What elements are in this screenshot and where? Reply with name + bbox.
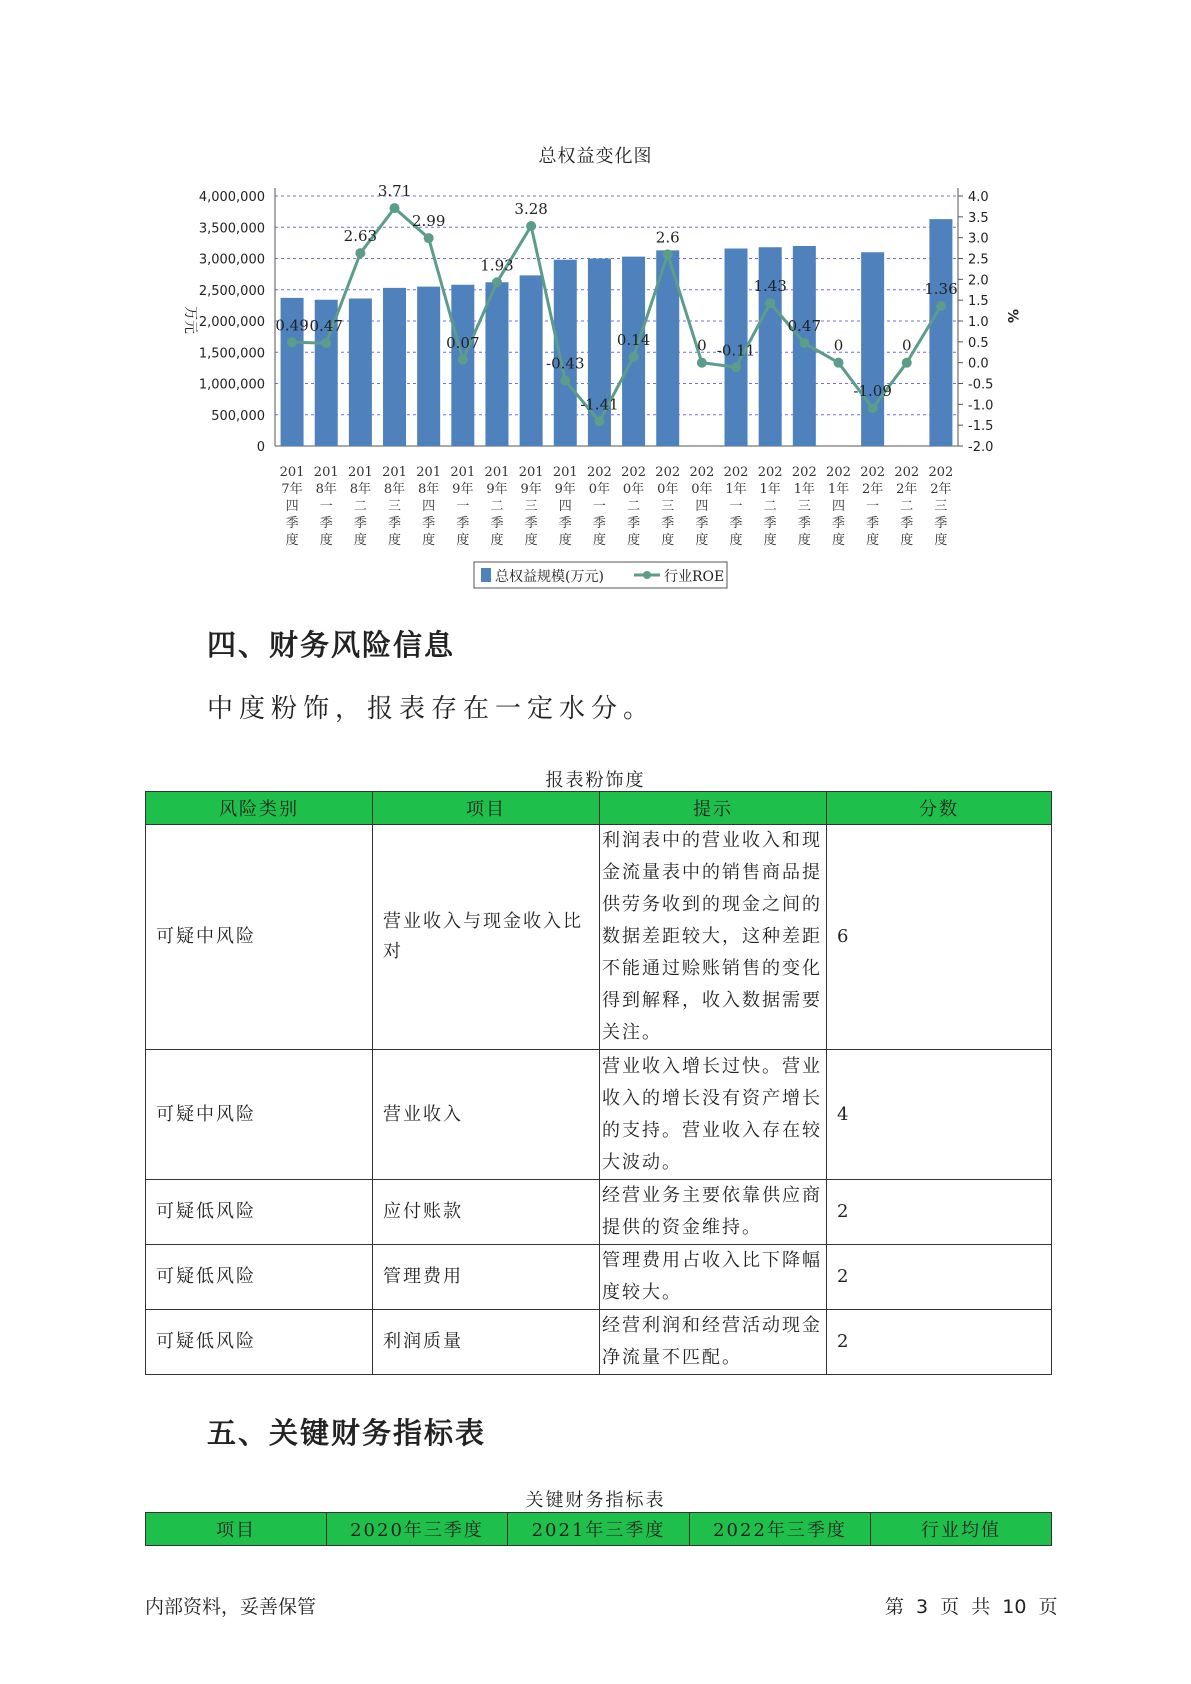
x-tick-label: 季 [319,516,333,531]
x-tick-label: 一 [866,499,880,514]
roe-point [936,301,946,311]
x-tick-label: 201 [518,465,544,480]
section-5-heading: 五、关键财务指标表 [207,1416,487,1450]
risk-hint: 营业收入增长过快。营业收入的增长没有资产增长的支持。营业收入存在较大波动。 [600,1050,827,1180]
bar [451,285,474,446]
table-row [146,1180,1052,1245]
x-tick-label: 2年 [930,482,952,497]
roe-point [424,233,434,243]
header-cell: 分数 [827,792,1052,825]
y2-tick-label: -1.5 [968,419,994,435]
x-tick-label: 二 [490,499,504,514]
risk-item: 应付账款 [373,1180,600,1245]
x-tick-label: 201 [552,465,578,480]
roe-point [492,277,502,287]
x-tick-label: 二 [900,499,914,514]
header-cell: 2020年三季度 [327,1513,508,1546]
equity-chart [0,0,1191,600]
bar [622,257,645,446]
bar [861,252,884,446]
y2-tick-label: 1.0 [968,315,989,330]
x-tick-label: 度 [388,533,402,548]
x-tick-label: 201 [382,465,407,480]
roe-data-label: 3.71 [377,182,412,201]
x-tick-label: 202 [791,465,817,480]
y2-tick-label: 2.5 [968,252,989,268]
roe-point [390,203,400,213]
x-tick-label: 度 [661,533,675,548]
roe-point [663,249,673,259]
y-tick-label: 2,000,000 [198,315,265,330]
x-tick-label: 季 [729,516,743,531]
risk-item: 营业收入 [373,1050,600,1180]
x-tick-label: 度 [422,533,436,548]
bar [485,282,508,446]
roe-data-label: 2.99 [411,212,446,231]
risk-summary: 中度粉饰，报表存在一定水分。 [207,694,656,724]
y2-tick-label: -2.0 [968,440,994,455]
x-tick-label: 二 [353,499,367,514]
risk-category: 可疑低风险 [146,1245,373,1310]
roe-point [321,338,331,348]
roe-data-label: 0 [902,336,912,355]
x-tick-label: 季 [627,516,641,531]
risk-score: 2 [827,1180,1052,1245]
x-tick-label: 202 [621,465,646,480]
risk-table [145,791,1052,1375]
x-tick-label: 0年 [691,482,713,497]
table-row [146,825,1052,1050]
x-tick-label: 三 [388,499,402,514]
risk-table-caption: 报表粉饰度 [545,770,646,791]
x-tick-label: 度 [285,533,299,548]
roe-point [799,338,809,348]
x-tick-label: 202 [860,465,886,480]
x-tick-label: 季 [388,516,402,531]
chart-title: 总权益变化图 [538,146,653,167]
risk-hint: 利润表中的营业收入和现金流量表中的销售商品提供劳务收到的现金之间的数据差距较大，这种差距不能通过赊账销售的变化得到解释，收入数据需要关注。 [600,825,827,1050]
x-tick-label: 二 [763,499,777,514]
x-tick-label: 季 [558,516,572,531]
roe-data-label: 3.28 [514,200,548,218]
header-cell: 行业均值 [871,1513,1052,1546]
legend-bar-label: 总权益规模(万元) [495,569,604,585]
risk-score: 2 [827,1245,1052,1310]
x-tick-label: 202 [689,465,715,480]
indicator-table [145,1512,1052,1546]
x-tick-label: 度 [319,533,333,548]
risk-table-header [146,792,1052,825]
x-tick-label: 1年 [725,482,747,497]
roe-data-label: 0.49 [275,316,309,335]
header-cell: 2021年三季度 [508,1513,690,1546]
roe-point [526,221,536,231]
y-tick-label: 4,000,000 [198,190,265,205]
roe-point [765,298,775,308]
x-tick-label: 度 [900,533,914,548]
roe-data-label: 0.47 [787,317,822,336]
x-tick-label: 一 [319,499,333,514]
bar [929,219,952,446]
bar [349,299,372,447]
x-tick-label: 度 [763,533,777,548]
footer-confidential: 内部资料，妥善保管 [145,1596,317,1618]
roe-data-label: 1.43 [753,277,787,296]
x-tick-label: 度 [592,533,606,548]
x-tick-label: 度 [456,533,470,548]
x-tick-label: 度 [627,533,641,548]
x-tick-label: 202 [723,465,749,480]
roe-point [629,352,639,362]
legend-line-label: 行业ROE [664,569,725,585]
roe-data-label: -1.41 [580,395,619,414]
x-tick-label: 2年 [896,482,918,497]
x-tick-label: 9年 [486,482,508,497]
x-tick-label: 一 [456,499,470,514]
risk-hint: 经营业务主要依靠供应商提供的资金维持。 [600,1180,827,1245]
x-tick-label: 9年 [452,482,474,497]
x-tick-label: 四 [831,499,845,514]
x-tick-label: 度 [695,533,709,548]
header-cell: 风险类别 [146,792,373,825]
x-tick-label: 202 [757,465,783,480]
header-cell: 2022年三季度 [690,1513,871,1546]
x-tick-label: 0年 [622,482,645,497]
x-tick-label: 季 [524,516,538,531]
risk-item: 管理费用 [373,1245,600,1310]
x-tick-label: 201 [313,465,339,480]
header-cell: 项目 [373,792,600,825]
x-tick-label: 202 [894,465,920,480]
x-tick-label: 201 [416,465,442,480]
x-tick-label: 季 [285,516,299,531]
y2-tick-label: 0.0 [968,356,989,372]
x-tick-label: 四 [285,499,299,514]
y2-tick-label: 4.0 [968,190,989,205]
roe-data-label: 1.36 [924,280,958,298]
x-tick-label: 8年 [349,482,372,497]
x-tick-label: 202 [655,465,681,480]
x-tick-label: 季 [592,516,606,531]
x-tick-label: 季 [422,516,436,531]
x-tick-label: 季 [456,516,470,531]
x-tick-label: 季 [797,516,811,531]
x-tick-label: 度 [797,533,811,548]
risk-hint: 管理费用占收入比下降幅度较大。 [600,1245,827,1310]
y-tick-label: 500,000 [211,408,265,424]
x-tick-label: 一 [729,499,743,514]
roe-data-label: -1.09 [853,382,892,401]
y-tick-label: 1,500,000 [198,346,265,362]
table-row [146,1310,1052,1375]
x-tick-label: 8年 [315,482,337,497]
x-tick-label: 四 [558,499,572,514]
x-tick-label: 季 [661,516,675,531]
risk-category: 可疑低风险 [146,1310,373,1375]
y-axis-label: 万元 [182,306,198,334]
bar [520,275,543,446]
x-tick-label: 度 [490,533,504,548]
x-tick-label: 一 [592,499,606,514]
x-tick-label: 202 [826,465,851,480]
x-tick-label: 度 [866,533,880,548]
x-tick-label: 7年 [281,482,303,497]
y2-tick-label: 1.5 [968,294,989,310]
x-tick-label: 201 [347,465,373,480]
roe-point [868,403,878,413]
risk-score: 2 [827,1310,1052,1375]
table-row [146,1245,1052,1310]
x-tick-label: 季 [900,516,914,531]
x-tick-label: 9年 [520,482,542,497]
x-tick-label: 1年 [827,482,850,497]
risk-item: 营业收入与现金收入比对 [373,825,600,1050]
x-tick-label: 度 [831,533,845,548]
y2-tick-label: 3.5 [968,210,989,226]
roe-data-label: 0.07 [446,333,480,352]
x-tick-label: 四 [695,499,709,514]
y2-tick-label: 2.0 [968,273,989,289]
roe-data-label: 0 [833,336,844,355]
y2-axis-label: % [1004,308,1020,324]
x-tick-label: 季 [763,516,777,531]
header-cell: 提示 [600,792,827,825]
x-tick-label: 9年 [554,482,576,497]
roe-point [560,376,570,386]
table-row [146,1050,1052,1180]
x-tick-label: 度 [353,533,367,548]
x-tick-label: 季 [831,516,845,531]
x-tick-label: 三 [524,499,538,514]
roe-data-label: 2.6 [655,228,680,247]
x-tick-label: 三 [661,499,675,514]
x-tick-label: 度 [524,533,538,548]
section-4-heading: 四、财务风险信息 [207,628,456,662]
x-tick-label: 季 [695,516,709,531]
x-tick-label: 四 [422,499,436,514]
roe-data-label: 2.63 [343,227,378,246]
x-tick-label: 201 [450,465,476,480]
x-tick-label: 201 [279,465,305,480]
x-tick-label: 季 [490,516,504,531]
y-tick-label: 1,000,000 [198,377,265,393]
legend-bar-swatch [481,568,491,582]
roe-data-label: -0.11 [716,341,756,360]
roe-point [833,358,843,368]
risk-category: 可疑中风险 [146,1050,373,1180]
x-tick-label: 三 [934,499,948,514]
roe-data-label: 1.93 [480,256,514,275]
risk-hint: 经营利润和经营活动现金净流量不匹配。 [600,1310,827,1375]
x-tick-label: 8年 [418,482,440,497]
risk-item: 利润质量 [373,1310,600,1375]
y2-tick-label: 0.5 [968,335,989,351]
x-tick-label: 1年 [759,482,781,497]
legend-line-marker [643,571,651,579]
roe-data-label: 0 [697,336,707,355]
y-tick-label: 0 [256,440,265,455]
x-tick-label: 202 [928,465,954,480]
risk-category: 可疑低风险 [146,1180,373,1245]
risk-score: 4 [827,1050,1052,1180]
roe-data-label: 0.47 [309,317,343,336]
x-tick-label: 0年 [657,482,679,497]
y-tick-label: 2,500,000 [198,283,265,299]
y-tick-label: 3,000,000 [198,252,265,268]
x-tick-label: 度 [558,533,572,548]
x-tick-label: 201 [484,465,510,480]
risk-category: 可疑中风险 [146,825,373,1050]
bar [417,287,440,446]
x-tick-label: 季 [934,516,948,531]
roe-point [902,358,912,368]
risk-score: 6 [827,825,1052,1050]
roe-point [355,248,365,258]
y2-tick-label: -1.0 [968,398,994,414]
x-tick-label: 季 [866,516,880,531]
roe-data-label: -0.43 [546,354,585,373]
x-tick-label: 202 [587,465,612,480]
x-tick-label: 三 [797,499,811,514]
x-tick-label: 季 [353,516,367,531]
bar [554,260,577,446]
header-cell: 项目 [146,1513,327,1546]
x-tick-label: 度 [729,533,743,548]
roe-point [697,358,707,368]
x-tick-label: 8年 [383,482,406,497]
y2-tick-label: -0.5 [968,377,994,393]
y-tick-label: 3,500,000 [198,221,265,237]
roe-point [594,416,604,426]
x-tick-label: 度 [934,533,948,548]
x-tick-label: 二 [627,499,641,514]
indicator-table-header [146,1513,1052,1546]
bar [383,288,406,446]
footer-page-number: 第 3 页 共 10 页 [885,1596,1058,1618]
indicator-table-caption: 关键财务指标表 [525,1490,666,1511]
roe-data-label: 0.14 [616,330,651,349]
x-tick-label: 2年 [861,482,884,497]
roe-point [731,362,741,372]
roe-point [458,355,468,365]
roe-point [287,337,297,347]
x-tick-label: 1年 [793,482,815,497]
x-tick-label: 0年 [588,482,611,497]
y2-tick-label: 3.0 [968,231,989,247]
